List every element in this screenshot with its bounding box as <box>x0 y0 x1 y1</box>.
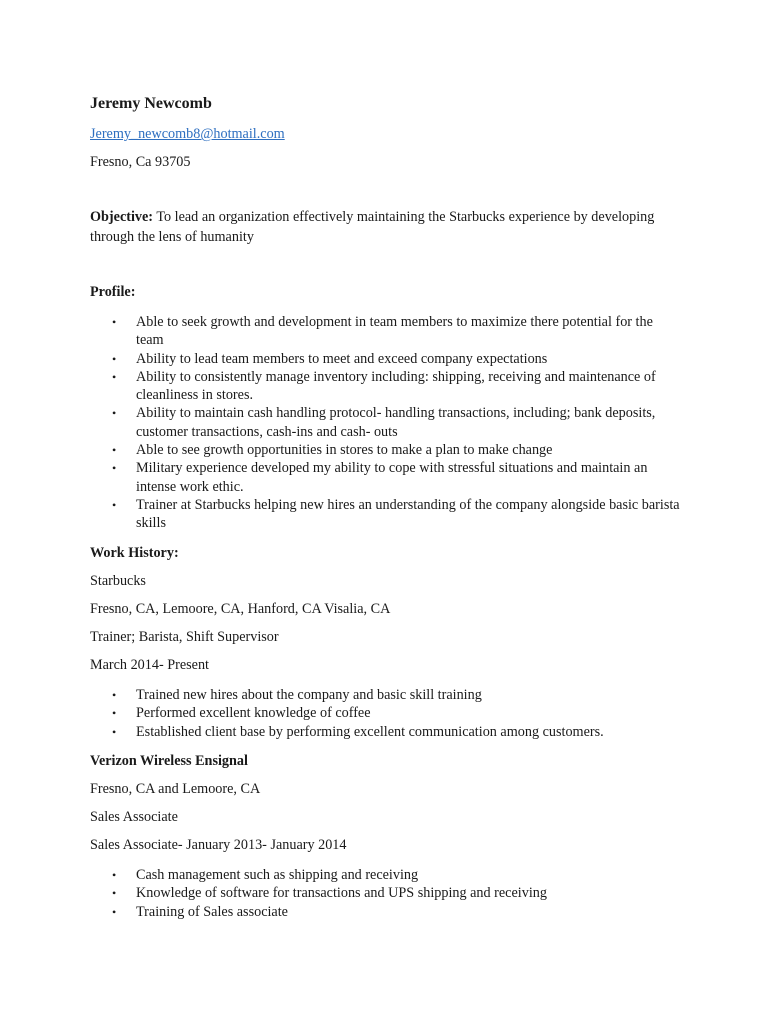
list-item: • Ability to consistently manage inventory including: shipping, receiving and maintenance of cleanliness in stores. <box>112 368 656 404</box>
candidate-name: Jeremy Newcomb <box>90 95 212 112</box>
email-link[interactable]: Jeremy_newcomb8@hotmail.com <box>90 126 285 142</box>
bullet-icon: • <box>112 904 117 919</box>
job-locations: Fresno, CA, Lemoore, CA, Hanford, CA Visalia, CA <box>90 601 391 617</box>
list-item: • Performed excellent knowledge of coffee <box>112 705 371 722</box>
list-item: • Trainer at Starbucks helping new hires an understanding of the company alongside basic barista skills <box>112 496 680 532</box>
bullet-icon: • <box>112 868 117 882</box>
objective-label: Objective: <box>90 209 154 225</box>
list-item: • Able to see growth opportunities in stores to make a plan to make change <box>112 442 553 459</box>
bullet-icon: • <box>112 724 117 739</box>
job-title: Trainer; Barista, Shift Supervisor <box>90 629 279 645</box>
bullet-icon: • <box>112 706 117 721</box>
list-item: • Cash management such as shipping and receiving <box>112 867 419 883</box>
work-history-heading: Work History: <box>90 545 179 561</box>
job-bullets <box>90 866 680 921</box>
bullet-icon: • <box>112 497 117 512</box>
bullet-icon: • <box>112 315 117 329</box>
bullet-icon: • <box>112 688 117 702</box>
job-title: Sales Associate <box>90 809 178 825</box>
bullet-icon: • <box>112 443 117 458</box>
bullet-icon: • <box>112 886 117 901</box>
job-company: Verizon Wireless Ensignal <box>90 753 248 769</box>
list-item: • Ability to maintain cash handling protocol- handling transactions, including; bank deposits, customer transactions, cash-ins and cash- outs <box>112 405 656 440</box>
list-item: • Knowledge of software for transactions and UPS shipping and receiving <box>112 885 547 902</box>
bullet-icon: • <box>112 406 117 421</box>
job-locations: Fresno, CA and Lemoore, CA <box>90 781 261 797</box>
job-company: Starbucks <box>90 573 146 589</box>
job-dates: March 2014- Present <box>90 657 209 673</box>
list-item: • Trained new hires about the company and basic skill training <box>112 687 482 703</box>
bullet-icon: • <box>112 351 117 366</box>
profile-heading: Profile: <box>90 284 136 300</box>
list-item: • Able to seek growth and development in team members to maximize there potential for the team <box>112 314 653 349</box>
list-item: • Military experience developed my ability to cope with stressful situations and maintain an intense work ethic. <box>112 460 648 495</box>
job-bullets <box>90 686 680 741</box>
location-text: Fresno, Ca 93705 <box>90 154 191 170</box>
objective-text: To lead an organization effectively maintaining the Starbucks experience by developing through the lens of humanity <box>90 209 655 245</box>
bullet-icon: • <box>112 369 117 384</box>
list-item: • Training of Sales associate <box>112 903 288 920</box>
list-item: • Established client base by performing excellent communication among customers. <box>112 723 604 740</box>
list-item: • Ability to lead team members to meet and exceed company expectations <box>112 350 548 367</box>
profile-list <box>90 313 680 533</box>
bullet-icon: • <box>112 461 117 476</box>
job-dates: Sales Associate- January 2013- January 2014 <box>90 837 347 853</box>
objective-section <box>90 208 680 247</box>
